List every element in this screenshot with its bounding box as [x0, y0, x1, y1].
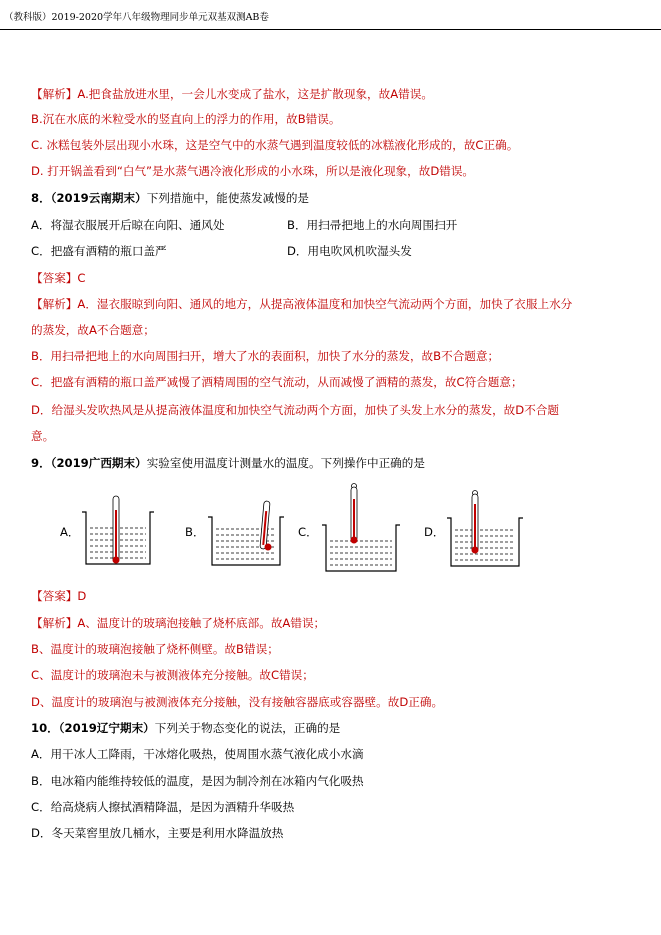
q9-answer: [31, 589, 86, 603]
beaker-figure-a: [80, 500, 156, 570]
q10-stem: [31, 721, 340, 735]
q8-analysis-c: C．把盛有酒精的瓶口盖严减慢了酒精周围的空气流动，从而减慢了酒精的蒸发，故C符合题意；: [31, 375, 523, 389]
q8-analysis-d: D．给湿头发吹热风是从提高液体温度和加快空气流动两个方面，加快了头发上水分的蒸发，故D不合题: [31, 403, 559, 417]
q8-analysis-b: B．用扫帚把地上的水向周围扫开，增大了水的表面积，加快了水分的蒸发，故B不合题意；: [31, 349, 500, 363]
header-divider: [0, 29, 661, 30]
q7-analysis-b: B.沉在水底的米粒受水的竖直向上的浮力的作用，故B错误。: [31, 112, 341, 126]
question-text: 实验室使用温度计测量水的温度。下列操作中正确的是: [146, 456, 425, 470]
q9-analysis-c: C、温度计的玻璃泡未与被测液体充分接触。故C错误；: [31, 668, 314, 682]
analysis-tag: 【解析】: [31, 87, 78, 101]
figure-label-c: C．: [298, 525, 318, 539]
question-number: 10．: [31, 721, 59, 735]
q8-stem: [31, 191, 309, 205]
question-source: （2019广西期末）: [50, 456, 147, 470]
question-number: 9．: [31, 456, 51, 470]
question-source: （2019云南期末）: [50, 191, 147, 205]
answer-value: C: [77, 271, 86, 285]
figure-label-d: D．: [424, 525, 445, 539]
q7-analysis-c: C. 冰糕包装外层出现小水珠，这是空气中的水蒸气遇到温度较低的冰糕液化形成的，故C正确。: [31, 138, 519, 152]
q9-analysis-b: B、温度计的玻璃泡接触了烧杯侧壁。故B错误；: [31, 642, 279, 656]
q8-option-c: C．把盛有酒精的瓶口盖严: [31, 244, 167, 258]
beaker-figure-c: [320, 483, 402, 575]
q10-option-c: C．给高烧病人擦拭酒精降温，是因为酒精升华吸热: [31, 800, 295, 814]
question-text: 下列关于物态变化的说法，正确的是: [154, 721, 341, 735]
answer-value: D: [77, 589, 87, 603]
q8-answer: [31, 271, 86, 285]
beaker-figure-d: [445, 490, 525, 570]
q9-analysis-d: D、温度计的玻璃泡与被测液体充分接触，没有接触容器底或容器壁。故D正确。: [31, 695, 444, 709]
q10-option-d: D．冬天菜窖里放几桶水，主要是利用水降温放热: [31, 826, 284, 840]
question-text: 下列措施中，能使蒸发减慢的是: [146, 191, 310, 205]
q8-option-a: A．将湿衣服展开后晾在向阳、通风处: [31, 218, 225, 232]
beaker-figure-b: [206, 505, 286, 570]
header-title: （教科版）2019-2020学年八年级物理同步单元双基双测AB卷: [4, 12, 269, 23]
q7-analysis-a: 【解析】A.把食盐放进水里，一会儿水变成了盐水，这是扩散现象，故A错误。: [31, 87, 433, 101]
q10-option-b: B．电冰箱内能维持较低的温度，是因为制冷剂在冰箱内气化吸热: [31, 774, 364, 788]
page-header: [4, 9, 653, 23]
answer-tag: 【答案】: [31, 271, 78, 285]
answer-tag: 【答案】: [31, 589, 78, 603]
q8-analysis-a: 【解析】A．湿衣服晾到向阳、通风的地方，从提高液体温度和加快空气流动两个方面，加快了衣服上水分: [31, 297, 573, 311]
question-source: （2019辽宁期末）: [58, 721, 155, 735]
figure-label-a: A．: [60, 525, 80, 539]
question-number: 8．: [31, 191, 51, 205]
q7-analysis-d: D. 打开锅盖看到“白气”是水蒸气遇冷液化形成的小水珠，所以是液化现象，故D错误。: [31, 164, 475, 178]
q8-option-b: B．用扫帚把地上的水向周围扫开: [287, 218, 458, 232]
figure-label-b: B．: [185, 525, 205, 539]
q9-stem: [31, 456, 425, 470]
q10-option-a: A．用干冰人工降雨，干冰熔化吸热，使周围水蒸气液化成小水滴: [31, 747, 364, 761]
q8-analysis-a-cont: 的蒸发，故A不合题意；: [31, 323, 155, 337]
q9-analysis-a: 【解析】A、温度计的玻璃泡接触了烧杯底部。故A错误；: [31, 616, 326, 630]
q8-option-d: D．用电吹风机吹湿头发: [287, 244, 412, 258]
analysis-tag: 【解析】: [31, 297, 78, 311]
q8-analysis-d-cont: 意。: [31, 429, 55, 443]
analysis-tag: 【解析】: [31, 616, 78, 630]
